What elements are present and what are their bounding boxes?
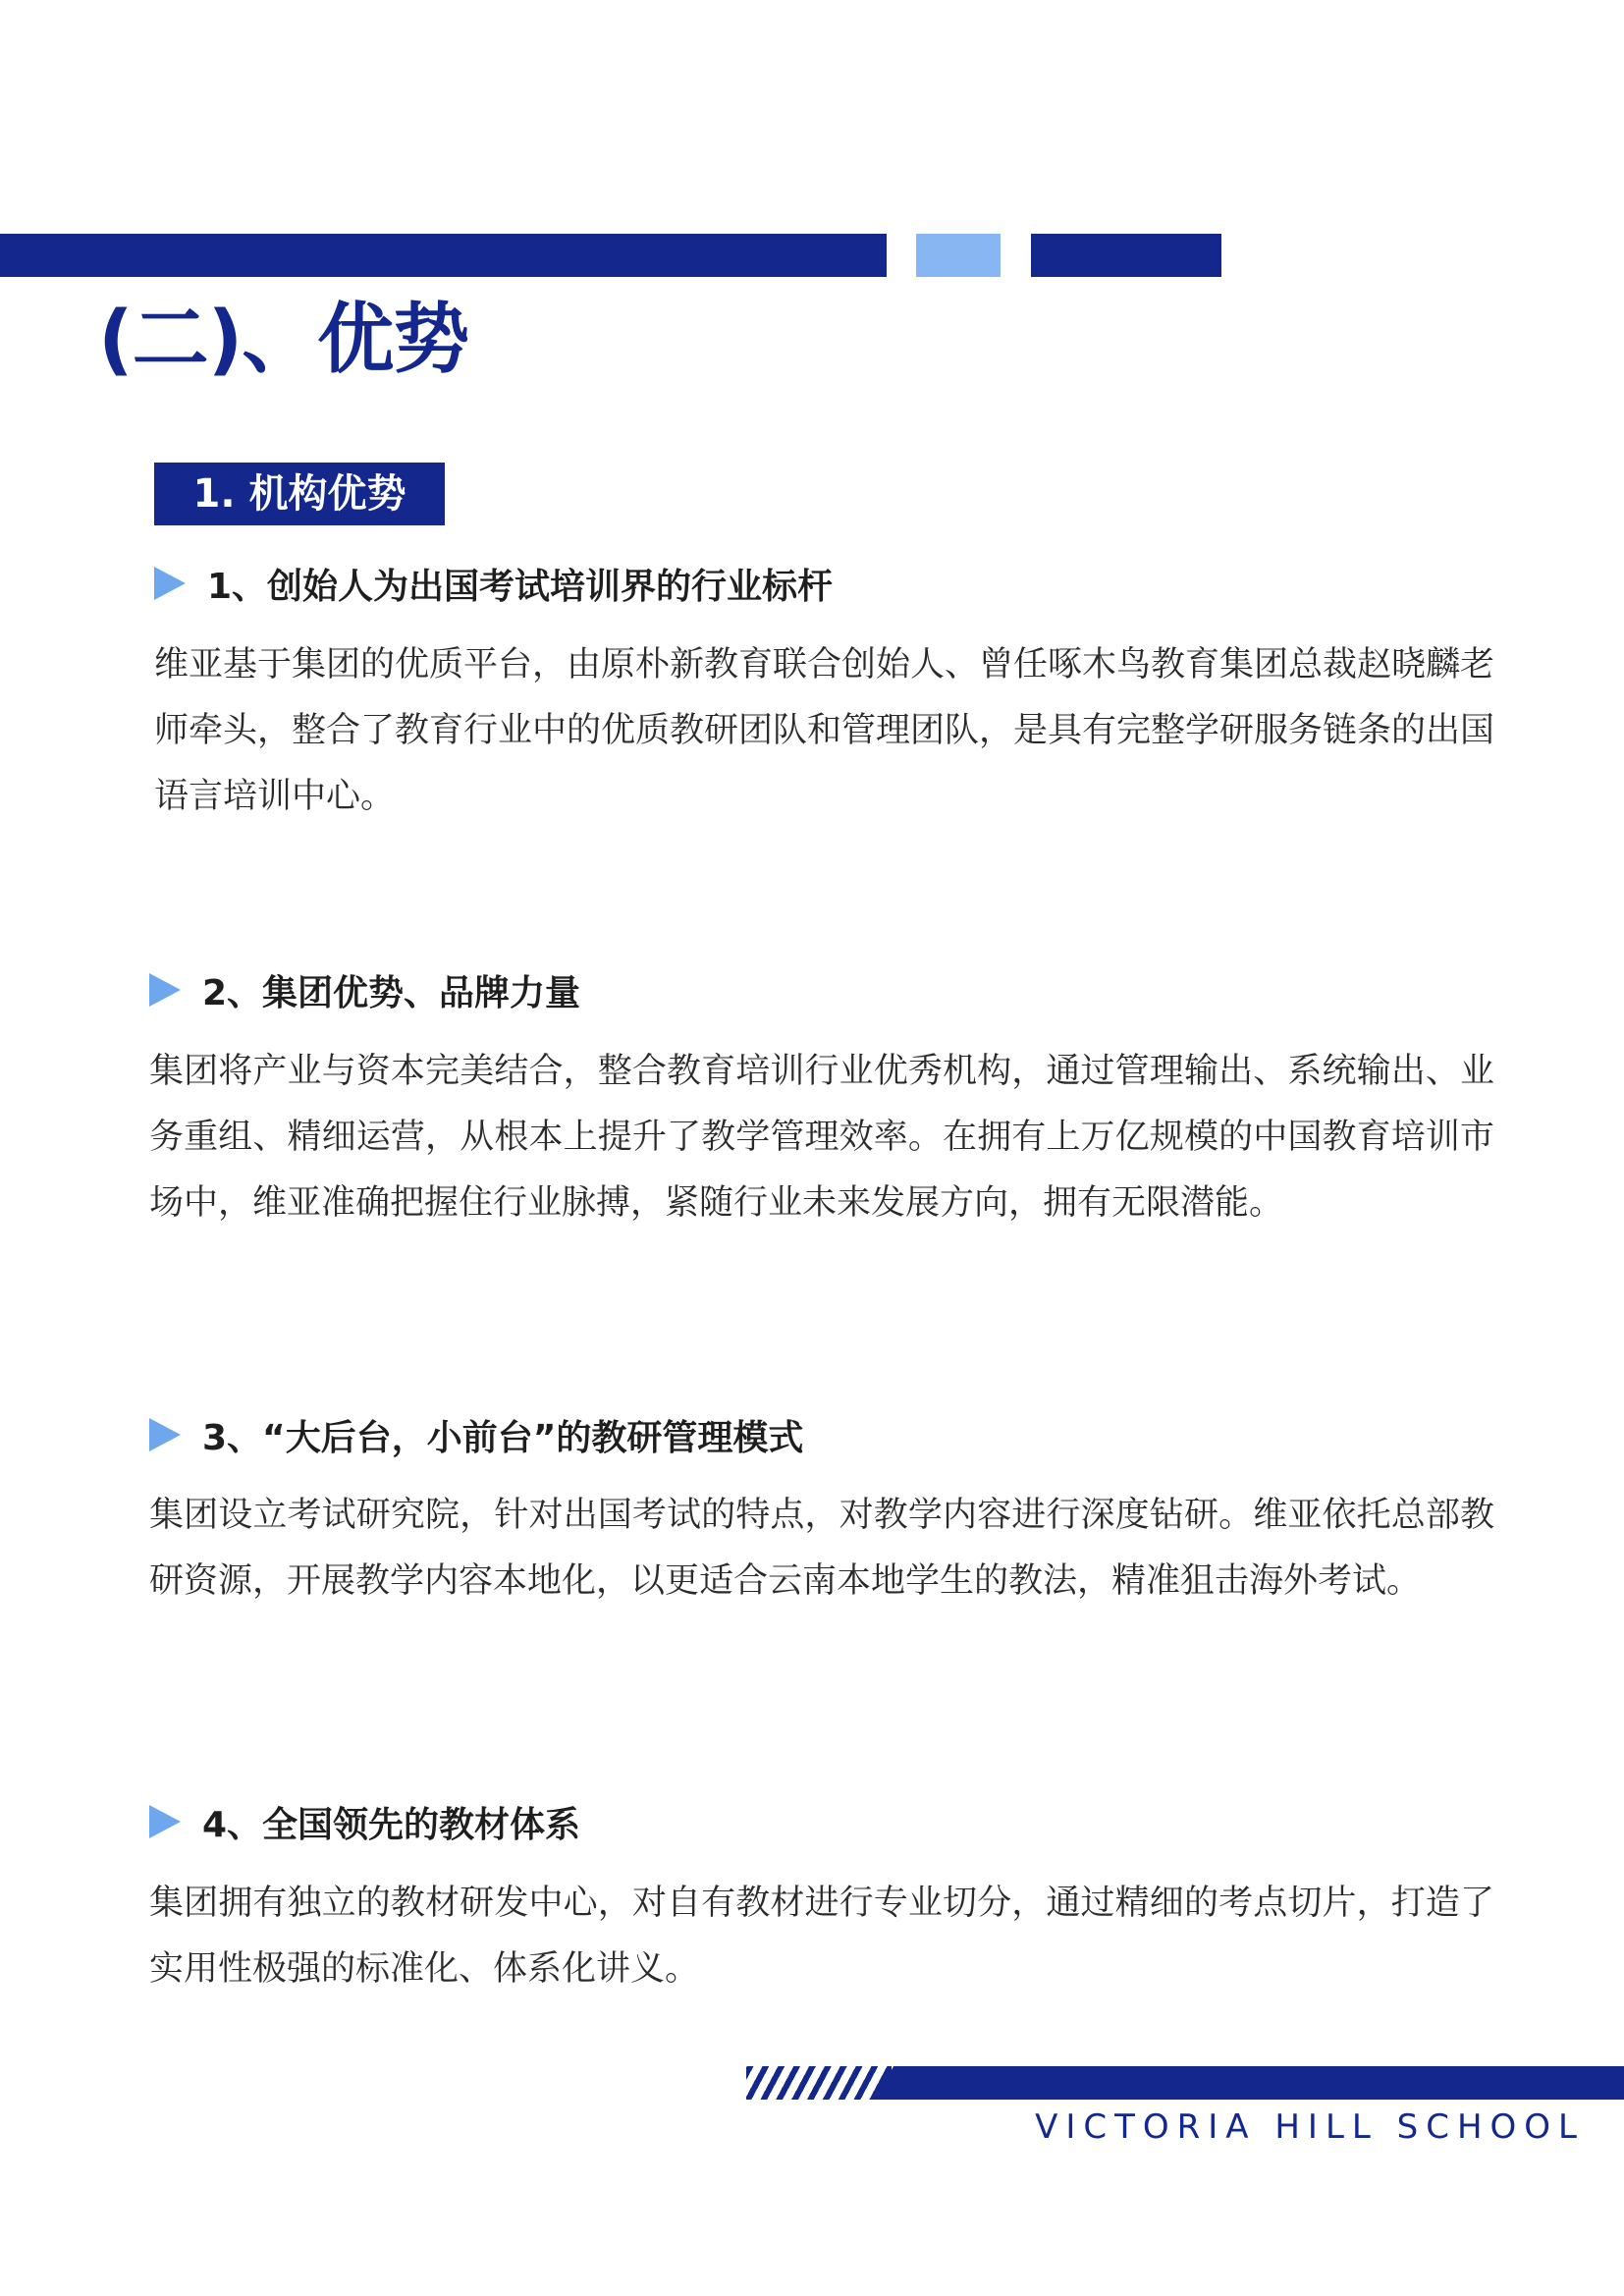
triangle-bullet-icon — [149, 973, 181, 1007]
footer-decor-bar — [876, 2066, 1624, 2100]
triangle-bullet-icon — [149, 1418, 181, 1451]
triangle-bullet-icon — [154, 567, 186, 600]
top-decor-bar-light — [916, 234, 1001, 277]
item-title-text: 1、创始人为出国考试培训界的行业标杆 — [207, 566, 834, 607]
top-decor-bar-long — [0, 234, 887, 277]
item-title-4 — [149, 1797, 580, 1846]
item-body-1: 维亚基于集团的优质平台，由原朴新教育联合创始人、曾任啄木鸟教育集团总裁赵晓麟老师牵头，整合了教育行业中的优质教研团队和管理团队，是具有完整学研服务链条的出国语言培训中心。 — [154, 645, 1495, 816]
top-decor-bar-short — [1031, 234, 1221, 277]
item-title-text: 2、集团优势、品牌力量 — [202, 972, 581, 1013]
footer-stripes-decor — [746, 2066, 892, 2100]
page-heading: (二)、优势 — [98, 296, 469, 384]
item-title-text: 3、“大后台，小前台”的教研管理模式 — [202, 1417, 804, 1458]
item-title-2 — [149, 965, 580, 1014]
item-title-1 — [154, 559, 833, 608]
footer-school-name: VICTORIA HILL SCHOOL — [1035, 2107, 1585, 2147]
section-badge: 1. 机构优势 — [154, 463, 445, 525]
item-body-4: 集团拥有独立的教材研发中心，对自有教材进行专业切分，通过精细的考点切片，打造了实用性极强的标准化、体系化讲义。 — [149, 1884, 1494, 1989]
item-body-3: 集团设立考试研究院，针对出国考试的特点，对教学内容进行深度钻研。维亚依托总部教研资源，开展教学内容本地化，以更适合云南本地学生的教法，精准狙击海外考试。 — [149, 1496, 1494, 1601]
item-title-3 — [149, 1410, 803, 1459]
item-title-text: 4、全国领先的教材体系 — [202, 1804, 581, 1845]
item-body-2: 集团将产业与资本完美结合，整合教育培训行业优秀机构，通过管理输出、系统输出、业务重组、精细运营，从根本上提升了教学管理效率。在拥有上万亿规模的中国教育培训市场中，维亚准确把握住行业脉搏，紧随行业未来发展方向，拥有无限潜能。 — [149, 1052, 1494, 1223]
triangle-bullet-icon — [149, 1805, 181, 1838]
